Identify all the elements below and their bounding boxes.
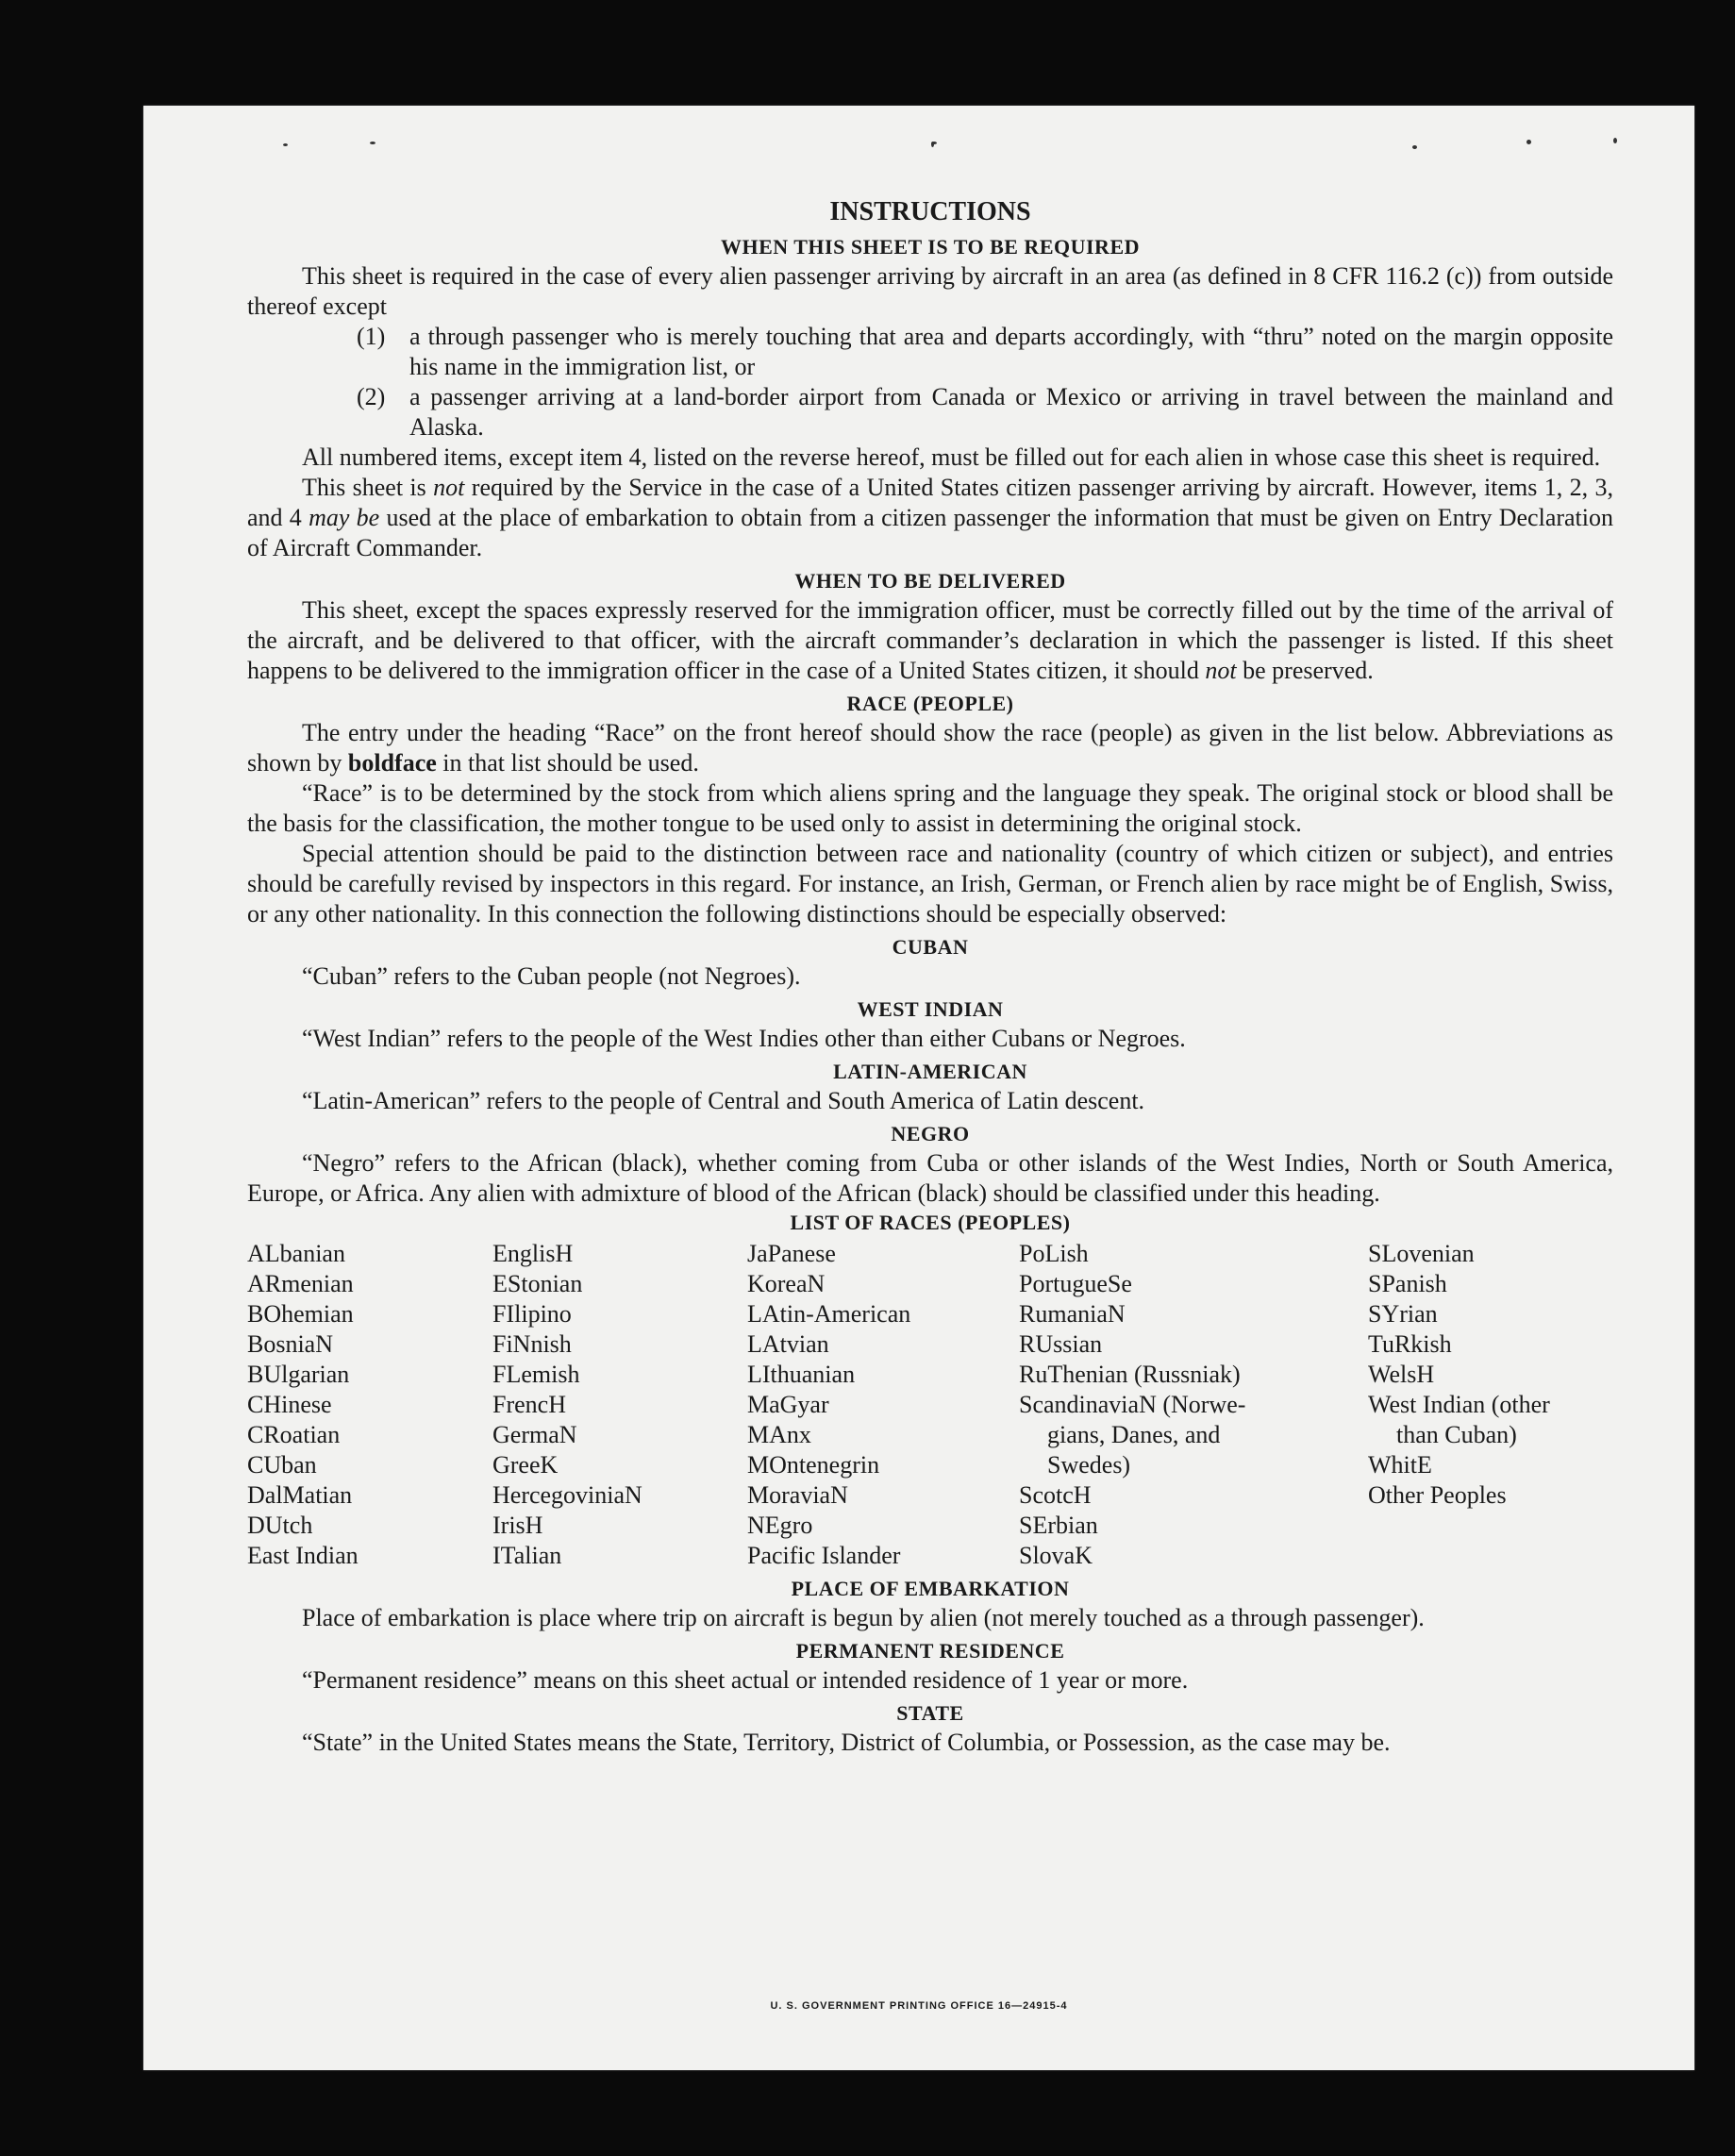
race-entry: West Indian (other bbox=[1368, 1391, 1550, 1418]
west-indian-paragraph: “West Indian” refers to the people of the West Indies other than either Cubans or Negroes. bbox=[302, 1025, 1186, 1052]
numbered-items-paragraph: All numbered items, except item 4, listed on the reverse hereof, must be filled out for each alien in whose case this sheet is required. bbox=[302, 443, 1601, 471]
race-paragraph-1 bbox=[247, 718, 1613, 778]
race-entry: DUtch bbox=[247, 1512, 313, 1539]
state-paragraph: “State” in the United States means the State, Territory, District of Columbia, or Possession, as the case may be. bbox=[302, 1729, 1391, 1756]
race-entry: PoLish bbox=[1019, 1240, 1089, 1267]
race-entry: FLemish bbox=[492, 1361, 580, 1388]
race-entry: SlovaK bbox=[1019, 1542, 1093, 1569]
race-paragraph-3: Special attention should be paid to the distinction between race and nationality (country of which citizen or subject), and entries should be carefully revised by inspectors in this regard. For instance, an Irish, German, or French alien by race might be of English, Swiss, or any other nationality. In this connection the following distinctions should be especially observed: bbox=[247, 840, 1613, 928]
when-delivered-paragraph bbox=[247, 595, 1613, 686]
race-entry: JaPanese bbox=[747, 1240, 836, 1267]
race-entry: FrencH bbox=[492, 1391, 566, 1418]
race-entry: KoreaN bbox=[747, 1270, 826, 1297]
heading-permanent-residence: PERMANENT RESIDENCE bbox=[795, 1639, 1065, 1663]
race-entry: TuRkish bbox=[1368, 1330, 1452, 1358]
embarkation-paragraph: Place of embarkation is place where trip on aircraft is begun by alien (not merely touched as a through passenger). bbox=[302, 1604, 1425, 1631]
latin-american-paragraph: “Latin-American” refers to the people of Central and South America of Latin descent. bbox=[302, 1087, 1145, 1114]
race-entry: LAtvian bbox=[747, 1330, 829, 1358]
race-entry: WelsH bbox=[1368, 1361, 1435, 1388]
heading-embarkation: PLACE OF EMBARKATION bbox=[791, 1577, 1070, 1600]
printing-office-footer: U. S. GOVERNMENT PRINTING OFFICE 16—24915-4 bbox=[770, 2000, 1068, 2012]
race-entry: FiNnish bbox=[492, 1330, 572, 1358]
race-entry: HercegoviniaN bbox=[492, 1481, 642, 1509]
heading-cuban: CUBAN bbox=[892, 935, 969, 959]
heading-race: RACE (PEOPLE) bbox=[846, 692, 1014, 715]
item-text: a passenger arriving at a land-border airport from Canada or Mexico or arriving in travel between the mainland and Alaska. bbox=[409, 383, 1613, 441]
races-column-3 bbox=[747, 1239, 1019, 1571]
speck bbox=[283, 143, 288, 146]
race-entry: CHinese bbox=[247, 1391, 332, 1418]
race-entry: PortugueSe bbox=[1019, 1270, 1132, 1297]
residence-paragraph: “Permanent residence” means on this sheet actual or intended residence of 1 year or more. bbox=[302, 1666, 1189, 1694]
item-number: (2) bbox=[357, 383, 386, 410]
text-run: be preserved. bbox=[1236, 657, 1374, 684]
instructions-content bbox=[247, 195, 1613, 1758]
race-entry: LAtin-American bbox=[747, 1300, 911, 1328]
speck bbox=[1412, 145, 1417, 149]
heading-latin-american: LATIN-AMERICAN bbox=[833, 1060, 1027, 1083]
race-entry: EStonian bbox=[492, 1270, 583, 1297]
race-entry: LIthuanian bbox=[747, 1361, 856, 1388]
text-run: This sheet, except the spaces expressly reserved for the immigration officer, must be correctly filled out by the time of the arrival of the aircraft, and be delivered to that officer, with the aircraft commander’s declaration in which the passenger is listed. If this sheet happens to be delivered to the immigration officer in the case of a United States citizen, it should bbox=[247, 596, 1613, 684]
races-column-4 bbox=[1019, 1239, 1368, 1571]
race-entry: BosniaN bbox=[247, 1330, 333, 1358]
race-entry: gians, Danes, and bbox=[1047, 1421, 1221, 1448]
text-run: in that list should be used. bbox=[436, 749, 699, 777]
race-entry: IrisH bbox=[492, 1512, 543, 1539]
bold-text: boldface bbox=[347, 749, 437, 777]
emphasis-text: not bbox=[1205, 657, 1237, 684]
citizen-paragraph bbox=[247, 473, 1613, 563]
race-entry: BOhemian bbox=[247, 1300, 354, 1328]
heading-when-required: WHEN THIS SHEET IS TO BE REQUIRED bbox=[720, 235, 1141, 259]
race-entry: East Indian bbox=[247, 1542, 359, 1569]
race-entry: SErbian bbox=[1019, 1512, 1098, 1539]
speck bbox=[370, 142, 375, 144]
race-entry: Pacific Islander bbox=[747, 1542, 901, 1569]
emphasis-text: may be bbox=[309, 504, 380, 531]
race-entry: RUssian bbox=[1019, 1330, 1103, 1358]
race-entry: CUban bbox=[247, 1451, 317, 1479]
race-entry: RuThenian (Russniak) bbox=[1019, 1361, 1241, 1388]
negro-paragraph: “Negro” refers to the African (black), whether coming from Cuba or other islands of the West Indies, North or South America, Europe, or Africa. Any alien with admixture of blood of the African (black) should be classified under this heading. bbox=[247, 1149, 1613, 1207]
heading-when-delivered: WHEN TO BE DELIVERED bbox=[794, 569, 1066, 593]
race-entry: MaGyar bbox=[747, 1391, 829, 1418]
race-entry: EnglisH bbox=[492, 1240, 574, 1267]
emphasis-text: not bbox=[433, 474, 465, 501]
race-entry: NEgro bbox=[747, 1512, 813, 1539]
text-run: used at the place of embarkation to obtain from a citizen passenger the information that must be given on Entry Declaration of Aircraft Commander. bbox=[247, 504, 1613, 561]
race-entry: DalMatian bbox=[247, 1481, 353, 1509]
when-required-paragraph: This sheet is required in the case of every alien passenger arriving by aircraft in an area (as defined in 8 CFR 116.2 (c)) from outside thereof except bbox=[247, 262, 1613, 320]
page-title: INSTRUCTIONS bbox=[829, 197, 1031, 226]
race-paragraph-2: “Race” is to be determined by the stock from which aliens spring and the language they speak. The original stock or blood shall be the basis for the classification, the mother tongue to be used only to assist in determining the original stock. bbox=[247, 779, 1613, 837]
race-entry: GermaN bbox=[492, 1421, 577, 1448]
race-entry: MoraviaN bbox=[747, 1481, 848, 1509]
race-entry: SPanish bbox=[1368, 1270, 1447, 1297]
cuban-paragraph: “Cuban” refers to the Cuban people (not Negroes). bbox=[302, 962, 801, 990]
item-number: (1) bbox=[357, 323, 386, 350]
race-entry: ITalian bbox=[492, 1542, 562, 1569]
race-entry: ScandinaviaN (Norwe- bbox=[1019, 1391, 1246, 1418]
document-sheet bbox=[143, 106, 1694, 2070]
race-entry: Swedes) bbox=[1047, 1451, 1131, 1479]
exception-item-2 bbox=[357, 382, 1613, 443]
race-entry: FIlipino bbox=[492, 1300, 572, 1328]
race-entry: BUlgarian bbox=[247, 1361, 350, 1388]
race-entry: than Cuban) bbox=[1396, 1421, 1517, 1448]
heading-negro: NEGRO bbox=[891, 1122, 970, 1145]
race-entry: GreeK bbox=[492, 1451, 559, 1479]
race-entry: ARmenian bbox=[247, 1270, 354, 1297]
race-entry: MAnx bbox=[747, 1421, 811, 1448]
exception-item-1 bbox=[357, 322, 1613, 382]
race-entry: ALbanian bbox=[247, 1240, 345, 1267]
speck bbox=[931, 142, 937, 144]
races-column-1 bbox=[247, 1239, 492, 1571]
races-list bbox=[247, 1239, 1613, 1571]
speck bbox=[1613, 138, 1617, 143]
race-entry: CRoatian bbox=[247, 1421, 341, 1448]
race-entry: WhitE bbox=[1368, 1451, 1432, 1479]
heading-list-of-races: LIST OF RACES (PEOPLES) bbox=[790, 1211, 1071, 1234]
text-run: This sheet is bbox=[302, 474, 434, 501]
heading-west-indian: WEST INDIAN bbox=[857, 997, 1004, 1021]
item-text: a through passenger who is merely touching that area and departs accordingly, with “thru” noted on the margin opposite his name in the immigration list, or bbox=[409, 323, 1613, 380]
text-run: The entry under the heading “Race” on the front hereof should show the race (people) as given in the list below. Abbreviations as shown by bbox=[247, 719, 1613, 777]
races-column-2 bbox=[492, 1239, 747, 1571]
race-entry: SLovenian bbox=[1368, 1240, 1475, 1267]
race-entry: ScotcH bbox=[1019, 1481, 1092, 1509]
races-column-5 bbox=[1368, 1239, 1613, 1571]
speck bbox=[1526, 140, 1531, 144]
race-entry: SYrian bbox=[1368, 1300, 1438, 1328]
race-entry: Other Peoples bbox=[1368, 1481, 1507, 1509]
race-entry: MOntenegrin bbox=[747, 1451, 880, 1479]
text-run: required by the Service in the case of a United States citizen passenger arriving by aircraft. However, items 1, 2, 3, and 4 bbox=[247, 474, 1613, 531]
heading-state: STATE bbox=[896, 1701, 964, 1725]
race-entry: RumaniaN bbox=[1019, 1300, 1126, 1328]
